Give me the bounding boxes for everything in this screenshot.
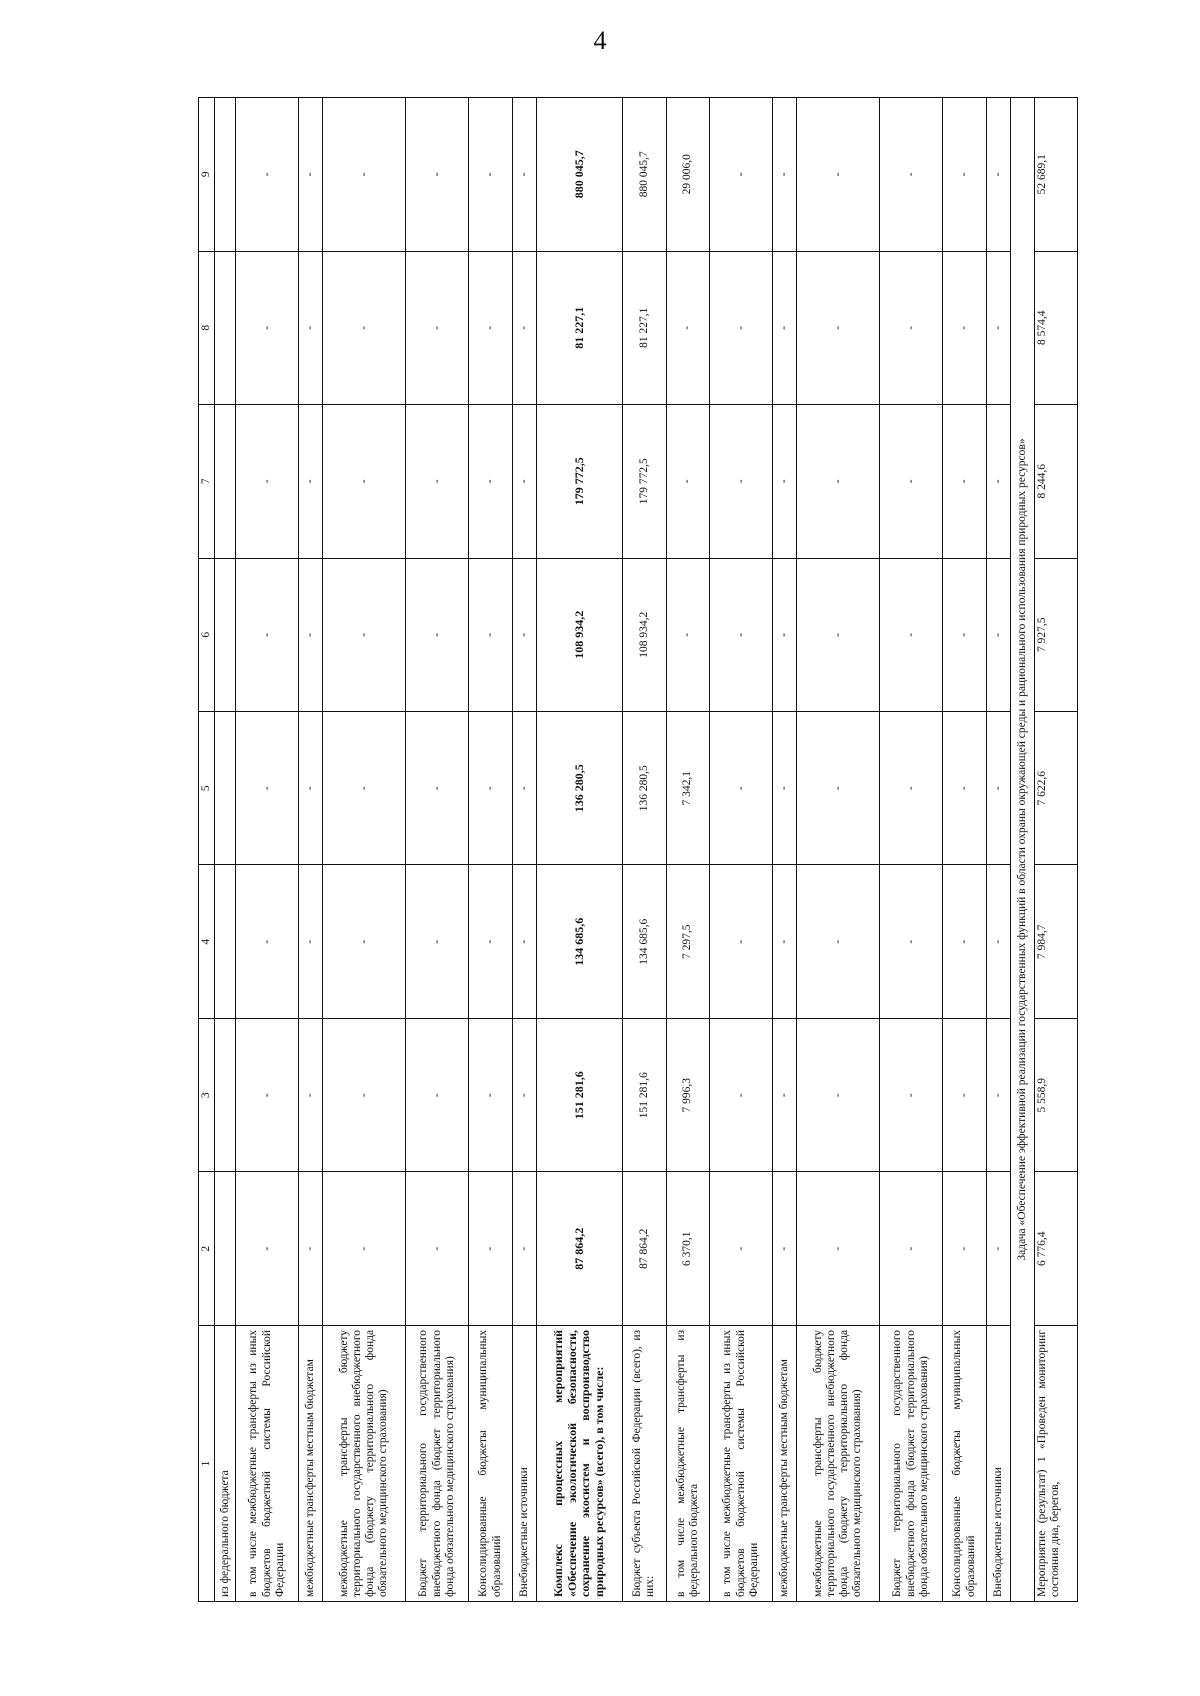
column-header: 1: [199, 1325, 215, 1601]
value-cell: -: [943, 98, 987, 252]
value-cell: -: [666, 558, 710, 711]
value-cell: -: [469, 865, 513, 1018]
value-cell: -: [710, 865, 773, 1018]
value-cell: -: [797, 1172, 880, 1325]
value-cell: 29 006,0: [666, 98, 710, 252]
value-cell: -: [406, 251, 469, 404]
value-cell: 136 280,5: [623, 712, 667, 865]
task-row: [1010, 98, 1034, 1602]
value-cell: -: [943, 405, 987, 558]
value-cell: -: [299, 558, 323, 711]
value-cell: -: [323, 558, 406, 711]
value-cell: -: [943, 558, 987, 711]
value-cell: 134 685,6: [623, 865, 667, 1018]
value-cell: -: [773, 98, 797, 252]
value-cell: -: [512, 558, 536, 711]
row-label: Комплекс процессных мероприятий «Обеспечение экологической безопасности, сохранение экосистем и воспроизводство природных ресурсов» (всего), в том числе:: [536, 1325, 622, 1601]
value-cell: -: [666, 405, 710, 558]
value-cell: 6 776,4: [1035, 1172, 1078, 1325]
row-label: Бюджет территориального государственного внебюджетного фонда (бюджет территориального фонда обязательного медицинского страхования): [880, 1325, 943, 1601]
rotated-table-container: [198, 97, 1078, 1602]
value-cell: 179 772,5: [536, 405, 622, 558]
value-cell: [215, 405, 236, 558]
column-header: 5: [199, 712, 215, 865]
value-cell: -: [880, 712, 943, 865]
value-cell: -: [710, 405, 773, 558]
table-row: [299, 98, 323, 1602]
value-cell: -: [797, 251, 880, 404]
value-cell: -: [323, 712, 406, 865]
value-cell: -: [986, 865, 1010, 1018]
value-cell: [215, 98, 236, 252]
table-row: [215, 98, 236, 1602]
task-title: Задача «Обеспечение эффективной реализации государственных функций в области охраны окружающей среды и рационального использования природных ресурсов»: [1010, 98, 1034, 1602]
row-label: межбюджетные трансферты бюджету территориального государственного внебюджетного фонда (бюджету территориального фонда обязательного медицинского страхования): [323, 1325, 406, 1601]
value-cell: -: [986, 98, 1010, 252]
value-cell: -: [512, 251, 536, 404]
value-cell: -: [880, 865, 943, 1018]
value-cell: -: [406, 865, 469, 1018]
value-cell: -: [880, 558, 943, 711]
value-cell: 7 984,7: [1035, 865, 1078, 1018]
value-cell: -: [406, 405, 469, 558]
column-header: 2: [199, 1172, 215, 1325]
value-cell: -: [299, 712, 323, 865]
table-row: [323, 98, 406, 1602]
row-label: в том числе межбюджетные трансферты из иных бюджетов бюджетной системы Российской Федерации: [236, 1325, 299, 1601]
value-cell: -: [666, 251, 710, 404]
value-cell: -: [299, 865, 323, 1018]
value-cell: -: [797, 1018, 880, 1171]
value-cell: 7 342,1: [666, 712, 710, 865]
value-cell: -: [469, 251, 513, 404]
table-row: [710, 98, 773, 1602]
value-cell: -: [236, 712, 299, 865]
value-cell: -: [236, 405, 299, 558]
column-header: 8: [199, 251, 215, 404]
value-cell: [215, 865, 236, 1018]
table-row: [666, 98, 710, 1602]
value-cell: -: [773, 1172, 797, 1325]
table-row: [469, 98, 513, 1602]
value-cell: 8 574,4: [1035, 251, 1078, 404]
value-cell: -: [406, 558, 469, 711]
value-cell: -: [512, 1018, 536, 1171]
header-row: [199, 98, 215, 1602]
value-cell: -: [773, 405, 797, 558]
budget-table: [198, 97, 1078, 1602]
value-cell: -: [986, 251, 1010, 404]
value-cell: -: [797, 405, 880, 558]
value-cell: -: [323, 98, 406, 252]
value-cell: -: [469, 1018, 513, 1171]
value-cell: -: [323, 1172, 406, 1325]
row-label: из федерального бюджета: [215, 1325, 236, 1601]
value-cell: 5 558,9: [1035, 1018, 1078, 1171]
value-cell: -: [880, 1018, 943, 1171]
value-cell: 134 685,6: [536, 865, 622, 1018]
table-row: [406, 98, 469, 1602]
value-cell: -: [236, 251, 299, 404]
value-cell: 136 280,5: [536, 712, 622, 865]
row-label: в том числе межбюджетные трансферты из иных бюджетов бюджетной системы Российской Федерации: [710, 1325, 773, 1601]
value-cell: [215, 1172, 236, 1325]
column-header: 4: [199, 865, 215, 1018]
value-cell: -: [773, 712, 797, 865]
table-row: [623, 98, 667, 1602]
value-cell: -: [236, 1172, 299, 1325]
value-cell: -: [773, 558, 797, 711]
table-row: [880, 98, 943, 1602]
value-cell: 7 622,6: [1035, 712, 1078, 865]
value-cell: [215, 1018, 236, 1171]
page-number: 4: [593, 26, 607, 55]
value-cell: 81 227,1: [623, 251, 667, 404]
value-cell: 179 772,5: [623, 405, 667, 558]
value-cell: -: [710, 98, 773, 252]
table-row: [512, 98, 536, 1602]
value-cell: -: [406, 1172, 469, 1325]
value-cell: -: [323, 251, 406, 404]
value-cell: -: [797, 865, 880, 1018]
table-row: [236, 98, 299, 1602]
value-cell: -: [773, 1018, 797, 1171]
value-cell: -: [710, 1018, 773, 1171]
row-label: Мероприятие (результат) 1 «Проведен мониторинг состояния дна, берегов,: [1035, 1325, 1078, 1601]
value-cell: -: [299, 1172, 323, 1325]
value-cell: -: [943, 1018, 987, 1171]
row-label: Внебюджетные источники: [986, 1325, 1010, 1601]
value-cell: 151 281,6: [623, 1018, 667, 1171]
value-cell: -: [236, 865, 299, 1018]
value-cell: -: [469, 98, 513, 252]
column-header: 7: [199, 405, 215, 558]
value-cell: 87 864,2: [623, 1172, 667, 1325]
row-label: Бюджет территориального государственного внебюджетного фонда (бюджет территориального фонда обязательного медицинского страхования): [406, 1325, 469, 1601]
value-cell: 8 244,6: [1035, 405, 1078, 558]
value-cell: -: [299, 405, 323, 558]
row-label: Бюджет субъекта Российской Федерации (всего), из них:: [623, 1325, 667, 1601]
value-cell: -: [406, 1018, 469, 1171]
row-label: межбюджетные трансферты местным бюджетам: [773, 1325, 797, 1601]
value-cell: -: [236, 98, 299, 252]
value-cell: 87 864,2: [536, 1172, 622, 1325]
value-cell: -: [236, 558, 299, 711]
value-cell: -: [469, 405, 513, 558]
value-cell: -: [469, 712, 513, 865]
value-cell: -: [943, 1172, 987, 1325]
value-cell: 52 689,1: [1035, 98, 1078, 252]
row-label: межбюджетные трансферты бюджету территориального государственного внебюджетного фонда (бюджету территориального фонда обязательного медицинского страхования): [797, 1325, 880, 1601]
value-cell: -: [710, 251, 773, 404]
value-cell: 880 045,7: [536, 98, 622, 252]
value-cell: -: [406, 712, 469, 865]
value-cell: -: [943, 865, 987, 1018]
value-cell: -: [797, 558, 880, 711]
value-cell: -: [512, 405, 536, 558]
value-cell: -: [710, 1172, 773, 1325]
table-row: [536, 98, 622, 1602]
value-cell: -: [512, 98, 536, 252]
value-cell: 7 927,5: [1035, 558, 1078, 711]
value-cell: -: [236, 1018, 299, 1171]
value-cell: -: [986, 405, 1010, 558]
value-cell: -: [773, 251, 797, 404]
value-cell: -: [299, 251, 323, 404]
value-cell: 151 281,6: [536, 1018, 622, 1171]
value-cell: -: [299, 98, 323, 252]
value-cell: -: [986, 558, 1010, 711]
value-cell: -: [986, 712, 1010, 865]
value-cell: 7 297,5: [666, 865, 710, 1018]
column-header: 3: [199, 1018, 215, 1171]
value-cell: 880 045,7: [623, 98, 667, 252]
row-label: межбюджетные трансферты местным бюджетам: [299, 1325, 323, 1601]
value-cell: -: [299, 1018, 323, 1171]
table-row: [986, 98, 1010, 1602]
row-label: Консолидированные бюджеты муниципальных образований: [943, 1325, 987, 1601]
table-row: [943, 98, 987, 1602]
table-row: [797, 98, 880, 1602]
value-cell: -: [469, 1172, 513, 1325]
row-label: Консолидированные бюджеты муниципальных образований: [469, 1325, 513, 1601]
value-cell: -: [406, 98, 469, 252]
value-cell: -: [323, 1018, 406, 1171]
value-cell: -: [710, 558, 773, 711]
table-row: [773, 98, 797, 1602]
value-cell: -: [986, 1018, 1010, 1171]
value-cell: 7 996,3: [666, 1018, 710, 1171]
value-cell: 108 934,2: [623, 558, 667, 711]
value-cell: -: [710, 712, 773, 865]
table-row: [1035, 98, 1078, 1602]
column-header: 9: [199, 98, 215, 252]
value-cell: [215, 558, 236, 711]
value-cell: -: [323, 865, 406, 1018]
value-cell: [215, 251, 236, 404]
value-cell: 108 934,2: [536, 558, 622, 711]
value-cell: -: [880, 98, 943, 252]
value-cell: -: [512, 1172, 536, 1325]
value-cell: 6 370,1: [666, 1172, 710, 1325]
column-header: 6: [199, 558, 215, 711]
value-cell: -: [880, 1172, 943, 1325]
value-cell: -: [986, 1172, 1010, 1325]
value-cell: -: [323, 405, 406, 558]
row-label: в том числе межбюджетные трансферты из федерального бюджета: [666, 1325, 710, 1601]
value-cell: -: [797, 712, 880, 865]
value-cell: -: [943, 251, 987, 404]
value-cell: -: [469, 558, 513, 711]
value-cell: [215, 712, 236, 865]
table-body: [215, 98, 1078, 1602]
value-cell: 81 227,1: [536, 251, 622, 404]
value-cell: -: [512, 712, 536, 865]
value-cell: -: [512, 865, 536, 1018]
value-cell: -: [797, 98, 880, 252]
value-cell: -: [773, 865, 797, 1018]
value-cell: -: [943, 712, 987, 865]
value-cell: -: [880, 251, 943, 404]
row-label: Внебюджетные источники: [512, 1325, 536, 1601]
value-cell: -: [880, 405, 943, 558]
